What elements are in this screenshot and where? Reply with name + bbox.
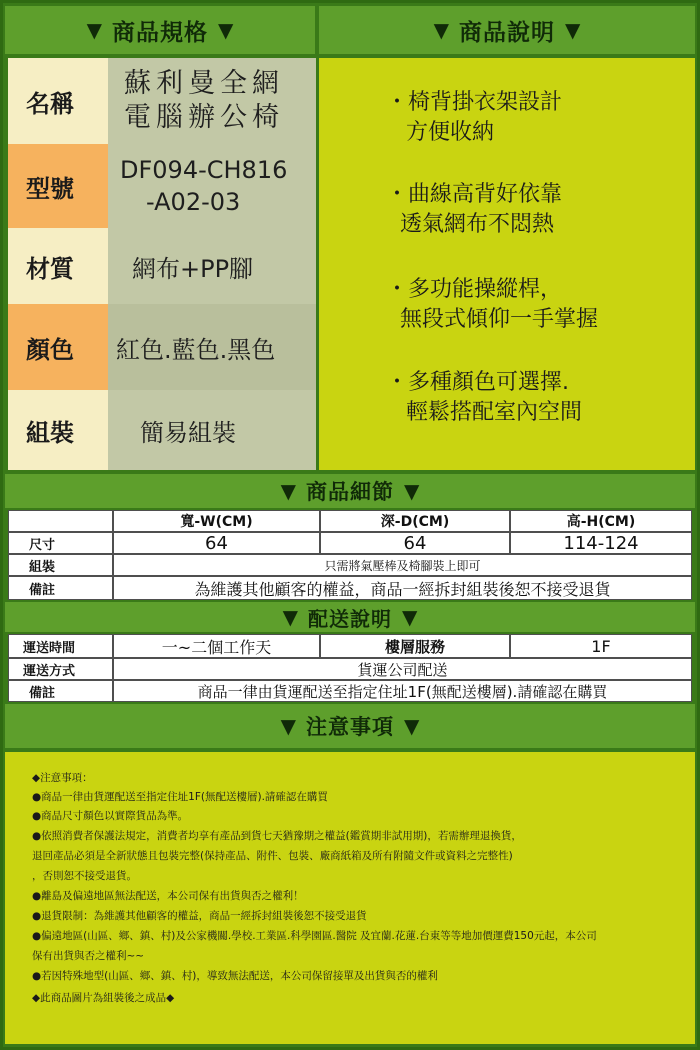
description-item: ・曲線高背好依靠 透氣網布不悶熱 [386,182,563,237]
notice-line: ◆此商品圖片為組裝後之成品◆ [32,992,175,1004]
down-triangle-icon: ▼ [404,479,420,503]
shipping-note-label: 備註 [8,680,113,702]
details-size-height: 114-124 [510,532,692,554]
details-size-width: 64 [113,532,320,554]
shipping-time-value: 一~二個工作天 [113,634,320,658]
spec-value-assembly [108,390,316,470]
down-triangle-icon: ▼ [218,18,234,42]
details-assembly-label: 組裝 [8,554,113,576]
details-col-header: 深-D(CM) [320,510,510,532]
spec-header [5,6,315,54]
spec-value-line: -A02-03 [146,188,241,216]
spec-value-model [108,144,316,228]
shipping-note-value: 商品一律由貨運配送至指定住址1F(無配送樓層).請確認在購買 [113,680,692,702]
spec-value-line: 網布+PP腳 [132,254,254,283]
notice-line: ●依照消費者保護法規定，消費者均享有產品到貨七天猶豫期之權益(鑑賞期非試用期)，若需辦理退換貨， [32,830,522,842]
notice-line: ●退貨限制：為維護其他顧客的權益，商品一經拆封組裝後恕不接受退貨 [32,910,367,922]
spec-value-color [108,304,316,390]
spec-label-model: 型號 [8,144,108,228]
details-col-header: 寬-W(CM) [113,510,320,532]
notice-line: ●離島及偏遠地區無法配送，本公司保有出貨與否之權利！ [32,890,304,902]
spec-label-assembly: 組裝 [8,390,108,470]
details-corner-cell [8,510,113,532]
shipping-time-label: 運送時間 [8,634,113,658]
details-col-header: 高-H(CM) [510,510,692,532]
spec-value-line: 蘇利曼全網 [124,68,284,99]
down-triangle-icon: ▼ [404,714,420,738]
details-note-value: 為維護其他顧客的權益，商品一經拆封組裝後恕不接受退貨 [113,576,692,600]
shipping-header [5,602,695,632]
details-size-label: 尺寸 [8,532,113,554]
spec-value-material [108,228,316,304]
notice-line: ●商品尺寸顏色以實際貨品為準。 [32,810,189,822]
spec-value-name [108,58,316,144]
spec-value-line: 紅色.藍色.黑色 [116,335,276,364]
notice-header [5,704,695,748]
shipping-method-value: 貨運公司配送 [113,658,692,680]
notice-line: ●若因特殊地型(山區、鄉、鎮、村)，導致無法配送，本公司保留接單及出貨與否的權利 [32,970,438,982]
description-item: ・多種顏色可選擇. 輕鬆搭配室內空間 [386,370,583,425]
down-triangle-icon: ▼ [402,605,418,629]
notice-line: 保有出貨與否之權利~~ [32,950,145,962]
down-triangle-icon: ▼ [282,605,298,629]
notice-line: ，否則恕不接受退貨。 [32,870,137,882]
description-item: ・多功能操縱桿， 無段式傾仰一手掌握 [386,277,599,332]
notice-line: ◆注意事項： [32,772,93,784]
spec-value-line: 電腦辦公椅 [124,102,284,133]
spec-label-name: 名稱 [8,58,108,144]
down-triangle-icon: ▼ [86,18,102,42]
shipping-method-label: 運送方式 [8,658,113,680]
description-item: ・椅背掛衣架設計 方便收納 [386,90,563,145]
details-note-label: 備註 [8,576,113,600]
desc-header-title: 商品說明 [459,19,555,46]
spec-label-material: 材質 [8,228,108,304]
down-triangle-icon: ▼ [280,714,296,738]
notice-header-title: 注意事項 [306,715,394,739]
down-triangle-icon: ▼ [433,18,449,42]
shipping-floor-label: 樓層服務 [320,634,510,658]
details-size-depth: 64 [320,532,510,554]
details-assembly-value: 只需將氣壓棒及椅腳裝上即可 [113,554,692,576]
details-header [5,474,695,508]
down-triangle-icon: ▼ [280,479,296,503]
details-header-title: 商品細節 [306,480,394,504]
shipping-floor-value: 1F [510,634,692,658]
spec-header-title: 商品規格 [112,19,208,46]
spec-value-line: DF094-CH816 [120,156,288,184]
notice-line: ●商品一律由貨運配送至指定住址1F(無配送樓層).請確認在購買 [32,791,328,803]
shipping-header-title: 配送說明 [308,606,392,631]
notice-line: 退回產品必須是全新狀態且包裝完整(保持產品、附件、包裝、廠商紙箱及所有附隨文件或資料之完整性) [32,850,513,862]
notice-line: ●偏遠地區(山區、鄉、鎮、村)及公家機關.學校.工業區.科學園區.醫院 及宜蘭.花蓮.台東等等地加價運費150元起，本公司 [32,930,597,942]
desc-header [319,6,695,54]
spec-value-line: 簡易組裝 [140,418,236,447]
spec-label-color: 顏色 [8,304,108,390]
down-triangle-icon: ▼ [565,18,581,42]
